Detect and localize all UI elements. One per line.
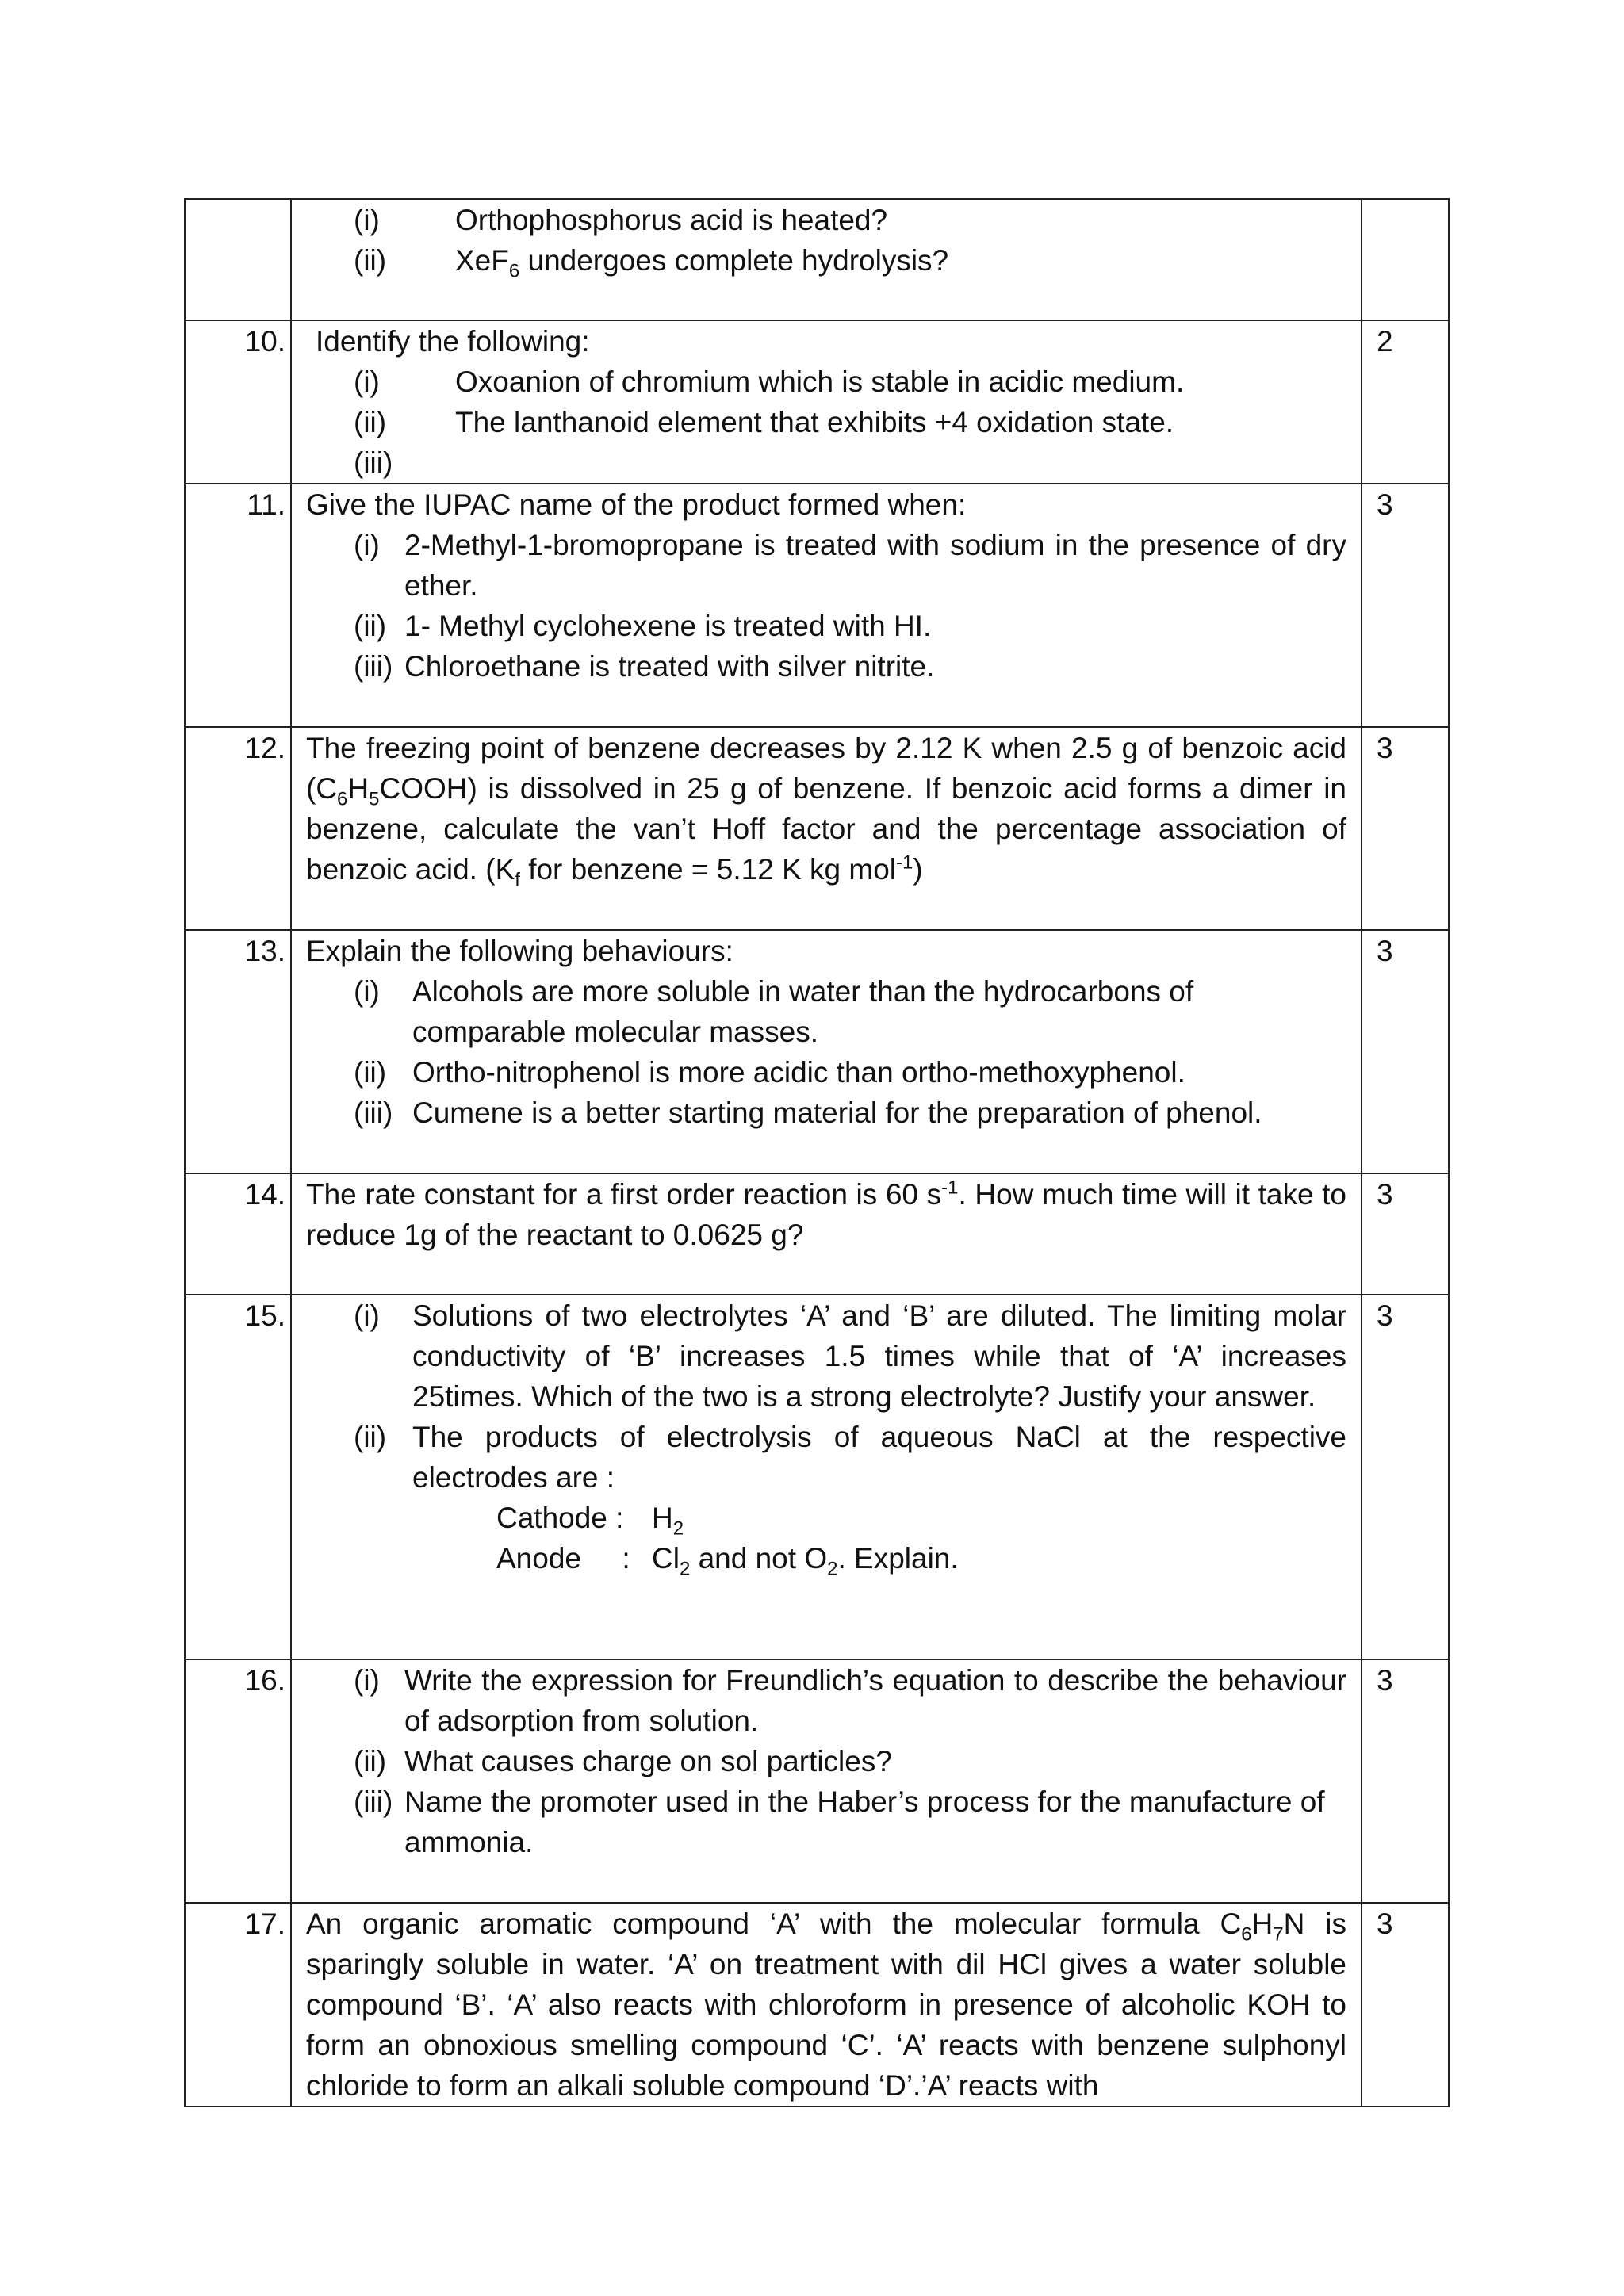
- question-number: 17.: [185, 1903, 291, 2107]
- sub-item-text: Ortho-nitrophenol is more acidic than ortho-methoxyphenol.: [412, 1056, 1185, 1089]
- sub-item: [354, 1295, 1346, 1417]
- question-row-12: [185, 727, 1449, 930]
- sub-item: [354, 402, 1346, 442]
- sub-item-text: Name the promoter used in the Haber’s process for the manufacture of ammonia.: [404, 1785, 1325, 1858]
- question-body: The rate constant for a first order reaction is 60 $s^{-1}$. How much time will it take to reduce 1g of the reactant to 0.0625 g?: [291, 1173, 1362, 1295]
- sub-item: [354, 1660, 1346, 1741]
- question-number: 12.: [185, 727, 291, 930]
- question-number: 13.: [185, 930, 291, 1173]
- question-row-16: [185, 1659, 1449, 1903]
- sub-item-label: (iii): [354, 1785, 393, 1818]
- sub-item-label: (ii): [354, 1421, 387, 1453]
- question-marks: 3: [1362, 1173, 1449, 1295]
- sub-item-text: Write the expression for Freundlich’s equation to describe the behaviour of adsorption from solution.: [404, 1664, 1346, 1737]
- question-body: [291, 930, 1362, 1173]
- question-row-11: [185, 484, 1449, 727]
- question-row-9-continued: [185, 199, 1449, 320]
- question-marks: 3: [1362, 1903, 1449, 2107]
- question-row-15: [185, 1295, 1449, 1659]
- anode-label: Anode :: [496, 1542, 630, 1575]
- question-number: 10.: [185, 320, 291, 484]
- sub-item: [354, 525, 1346, 606]
- sub-item-text: 2-Methyl-1-bromopropane is treated with sodium in the presence of dry ether.: [404, 529, 1346, 602]
- sub-item: [354, 646, 1346, 687]
- sub-item-label: (ii): [354, 406, 387, 438]
- cathode-line: [496, 1498, 1346, 1538]
- question-body: [291, 320, 1362, 484]
- sub-item: [354, 1093, 1346, 1133]
- sub-item-label: (i): [354, 365, 380, 398]
- sub-item-text: Cumene is a better starting material for the preparation of phenol.: [412, 1096, 1262, 1129]
- question-marks: 3: [1362, 484, 1449, 727]
- question-body: The freezing point of benzene decreases by 2.12 K when 2.5 g of benzoic acid $(C_6H_5COOH)$ is dissolved in 25 g of benzene. If benzoic acid forms a dimer in benzene, calculate the van’t Hoff factor and the percentage association of benzoic acid. ($K_f$ for benzene = 5.12 K kg mol$^{-1}$): [291, 727, 1362, 930]
- cathode-value: $H_2$: [652, 1502, 684, 1540]
- sub-item-label: (ii): [354, 610, 387, 642]
- sub-item: [354, 1781, 1346, 1862]
- question-row-17: [185, 1903, 1449, 2107]
- question-heading: Identify the following:: [316, 325, 590, 358]
- anode-line: [496, 1538, 1346, 1578]
- sub-item: [354, 1052, 1346, 1093]
- cathode-label: Cathode :: [496, 1502, 624, 1534]
- question-number: 11.: [185, 484, 291, 727]
- sub-item-label: (i): [354, 1664, 380, 1697]
- sub-item: [354, 606, 1346, 646]
- question-marks: 2: [1362, 320, 1449, 484]
- question-body: [291, 1295, 1362, 1659]
- sub-item: [354, 1741, 1346, 1781]
- sub-item-text: The products of electrolysis of aqueous NaCl at the respective electrodes are :: [412, 1421, 1346, 1494]
- sub-item: [354, 200, 1346, 240]
- sub-item-text: Orthophosphorus acid is heated?: [455, 204, 888, 236]
- sub-item-text: Oxoanion of chromium which is stable in acidic medium.: [455, 365, 1185, 398]
- sub-item-label: (ii): [354, 1056, 387, 1089]
- question-marks: 3: [1362, 930, 1449, 1173]
- sub-item: [354, 971, 1346, 1052]
- question-number: 16.: [185, 1659, 291, 1903]
- question-number: [185, 199, 291, 320]
- question-body: [291, 1659, 1362, 1903]
- question-heading: Explain the following behaviours:: [306, 935, 733, 967]
- sub-item-text: The lanthanoid element that exhibits +4 oxidation state.: [455, 406, 1174, 438]
- sub-item-label: (i): [354, 1299, 380, 1332]
- sub-item: [354, 240, 1346, 281]
- sub-item-label: (iii): [354, 446, 393, 479]
- question-body: An organic aromatic compound ‘A’ with the molecular formula $C_6H_7N$ is sparingly soluble in water. ‘A’ on treatment with dil HCl gives a water soluble compound ‘B’. ‘A’ also reacts with chloroform in presence of alcoholic KOH to form an obnoxious smelling compound ‘C’. ‘A’ reacts with benzene sulphonyl chloride to form an alkali soluble compound ‘D’.’A’ reacts with: [291, 1903, 1362, 2107]
- sub-item: [354, 442, 1346, 483]
- sub-item-text: XeF$_6$ undergoes complete hydrolysis?: [455, 244, 949, 282]
- sub-item-label: (i): [354, 975, 380, 1008]
- sub-item: [354, 362, 1346, 402]
- sub-item-label: (i): [354, 204, 380, 236]
- sub-item: [354, 1417, 1346, 1498]
- question-marks: 3: [1362, 727, 1449, 930]
- question-marks: 3: [1362, 1659, 1449, 1903]
- sub-item-label: (ii): [354, 1745, 387, 1777]
- anode-value: $Cl_2$ and not $O_2$. Explain.: [652, 1542, 959, 1580]
- question-row-10: [185, 320, 1449, 484]
- sub-item-label: (iii): [354, 1096, 393, 1129]
- sub-item-text: Alcohols are more soluble in water than the hydrocarbons of comparable molecular masses.: [412, 975, 1194, 1048]
- sub-item-text: What causes charge on sol particles?: [404, 1745, 892, 1777]
- sub-item-label: (ii): [354, 244, 387, 277]
- question-row-13: [185, 930, 1449, 1173]
- question-number: 14.: [185, 1173, 291, 1295]
- sub-item-text: Solutions of two electrolytes ‘A’ and ‘B’ are diluted. The limiting molar conductivity of ‘B’ increases 1.5 times while that of ‘A’ increases 25times. Which of the two is a strong electrolyte? Justify your answer.: [412, 1299, 1346, 1413]
- sub-item-text: [455, 442, 1346, 483]
- sub-item-text: 1- Methyl cyclohexene is treated with HI.: [404, 610, 932, 642]
- question-marks: 3: [1362, 1295, 1449, 1659]
- question-number: 15.: [185, 1295, 291, 1659]
- question-body: [291, 484, 1362, 727]
- sub-item-text: Chloroethane is treated with silver nitrite.: [404, 650, 935, 683]
- sub-item-label: (iii): [354, 650, 393, 683]
- question-heading: Give the IUPAC name of the product formed when:: [306, 488, 967, 521]
- question-body: [291, 199, 1362, 320]
- sub-item-label: (i): [354, 529, 380, 561]
- question-marks: [1362, 199, 1449, 320]
- question-row-14: [185, 1173, 1449, 1295]
- question-table: [184, 198, 1450, 2107]
